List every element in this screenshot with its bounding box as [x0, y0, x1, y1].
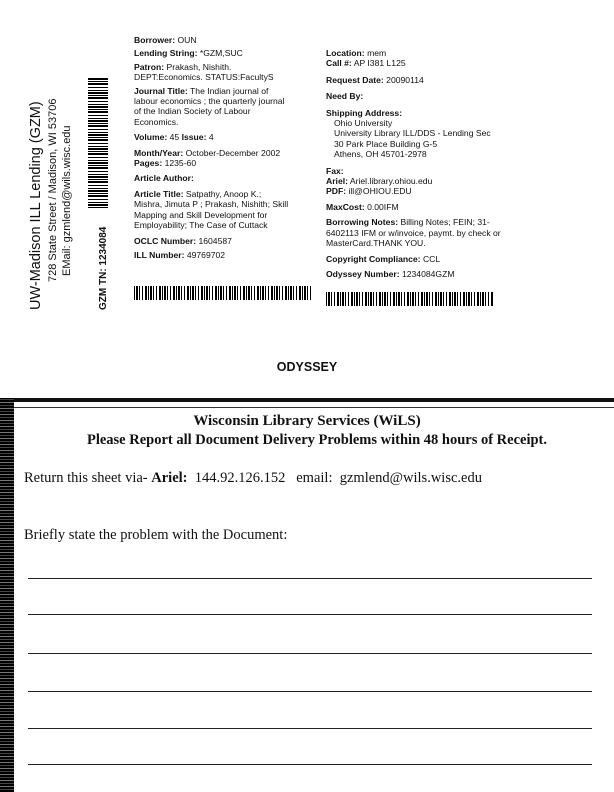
need-by-label: Need By: — [326, 91, 364, 102]
answer-line-2[interactable] — [28, 614, 592, 615]
transaction-number: GZM TN: 1234084 — [98, 226, 109, 310]
answer-line-4[interactable] — [28, 691, 592, 692]
patron-value: Prakash, Nishith. — [166, 61, 232, 72]
ill-label: ILL Number: — [134, 249, 185, 260]
odyssey-label: Odyssey Number: — [326, 268, 400, 279]
ill-value: 49769702 — [186, 249, 226, 260]
pages-value: 1235-60 — [164, 158, 197, 169]
volume-label: Volume: — [134, 132, 168, 143]
issue-label: Issue: — [181, 132, 207, 143]
ariel-label: Ariel: — [326, 176, 348, 187]
title-line4: Employability; The Case of Cuttack — [134, 220, 268, 231]
fax-label: Fax: — [326, 165, 344, 176]
call-value: AP I381 L125 — [353, 58, 406, 69]
ship-line4: Athens, OH 45701-2978 — [334, 149, 427, 160]
title-value: Satpathy, Anoop K.; — [185, 188, 262, 199]
lending-value: *GZM,SUC — [199, 48, 243, 59]
odyssey-barcode — [326, 292, 494, 306]
return-line — [24, 470, 482, 487]
title-line3: Mapping and Skill Development for — [134, 209, 268, 220]
tn-barcode — [88, 78, 108, 208]
odyssey-heading: ODYSSEY — [276, 360, 338, 374]
volume-value: 45 — [169, 132, 180, 143]
answer-line-6[interactable] — [28, 764, 592, 765]
shipping-label: Shipping Address: — [326, 107, 403, 118]
pdf-label: PDF: — [326, 186, 347, 197]
answer-line-1[interactable] — [28, 578, 592, 579]
ship-line3: 30 Park Place Building G-5 — [334, 138, 438, 149]
copyright-label: Copyright Compliance: — [326, 253, 421, 264]
return-email: gzmlend@wils.wisc.edu — [339, 470, 482, 486]
request-left-column — [134, 35, 324, 260]
oclc-label: OCLC Number: — [134, 235, 197, 246]
lender-address: 728 State Street / Madison, WI 53706 — [47, 98, 59, 282]
lending-label: Lending String: — [134, 48, 198, 59]
journal-line2: labour economics ; the quarterly journal — [134, 96, 285, 107]
title-line2: Mishra, Jimuta P ; Prakash, Nishith; Skill — [134, 199, 289, 210]
lender-org: UW-Madison ILL Lending (GZM) — [28, 101, 44, 310]
request-right-column — [326, 48, 536, 279]
copyright-value: CCL — [422, 253, 441, 264]
borrowing-notes-line3: MasterCard.THANK YOU. — [326, 238, 426, 249]
call-label: Call #: — [326, 58, 352, 69]
answer-line-5[interactable] — [28, 728, 592, 729]
maxcost-label: MaxCost: — [326, 201, 365, 212]
location-label: Location: — [326, 48, 365, 58]
journal-line3: of the Indian Society of Labour — [134, 106, 251, 117]
oclc-value: 1604587 — [198, 235, 232, 246]
borrower-value: OUN — [177, 35, 197, 45]
journal-label: Journal Title: — [134, 85, 188, 96]
maxcost-value: 0.00IFM — [367, 201, 399, 212]
month-value: October-December 2002 — [185, 147, 281, 158]
month-label: Month/Year: — [134, 147, 184, 158]
request-date-value: 20090114 — [386, 74, 424, 85]
pdf-value: ill@OHIOU.EDU — [348, 186, 412, 197]
answer-line-3[interactable] — [28, 653, 592, 654]
borrowing-notes-label: Borrowing Notes: — [326, 217, 399, 228]
journal-line4: Economics. — [134, 116, 179, 127]
title-label: Article Title: — [134, 188, 184, 199]
patron-label: Patron: — [134, 61, 165, 72]
return-label: Return this sheet via- — [24, 470, 148, 486]
ariel-method-label: Ariel: — [151, 470, 188, 486]
issue-value: 4 — [208, 132, 214, 143]
borrower-label: Borrower: — [134, 35, 176, 45]
form-top-border — [0, 398, 614, 402]
author-label: Article Author: — [134, 173, 194, 184]
problem-prompt: Briefly state the problem with the Document: — [24, 527, 288, 543]
form-subtitle: Please Report all Document Delivery Problems within 48 hours of Receipt. — [86, 432, 548, 448]
scan-edge — [0, 398, 14, 792]
ariel-ip: 144.92.126.152 — [194, 470, 286, 486]
pages-label: Pages: — [134, 158, 163, 169]
form-title: Wisconsin Library Services (WiLS) — [193, 413, 421, 429]
email-method-label: email: — [296, 470, 333, 486]
patron-dept: DEPT:Economics. STATUS:FacultyS — [134, 72, 274, 83]
ship-line2: University Library ILL/DDS - Lending Sec — [334, 128, 491, 139]
lender-email: EMail: gzmlend@wils.wisc.edu — [61, 125, 73, 276]
borrowing-notes-line2: 6402113 IFM or w/invoice, paymt. by check or — [326, 227, 501, 238]
location-value: mem — [367, 48, 387, 58]
odyssey-value: 1234084GZM — [401, 268, 455, 279]
form-inner-border — [12, 407, 614, 408]
ill-barcode — [134, 286, 312, 300]
journal-value: The Indian journal of — [190, 85, 269, 96]
request-date-label: Request Date: — [326, 74, 384, 85]
ship-line1: Ohio University — [334, 118, 393, 129]
ariel-value: Ariel.library.ohiou.edu — [349, 176, 433, 187]
borrowing-notes-value: Billing Notes; FEIN; 31- — [400, 217, 490, 228]
